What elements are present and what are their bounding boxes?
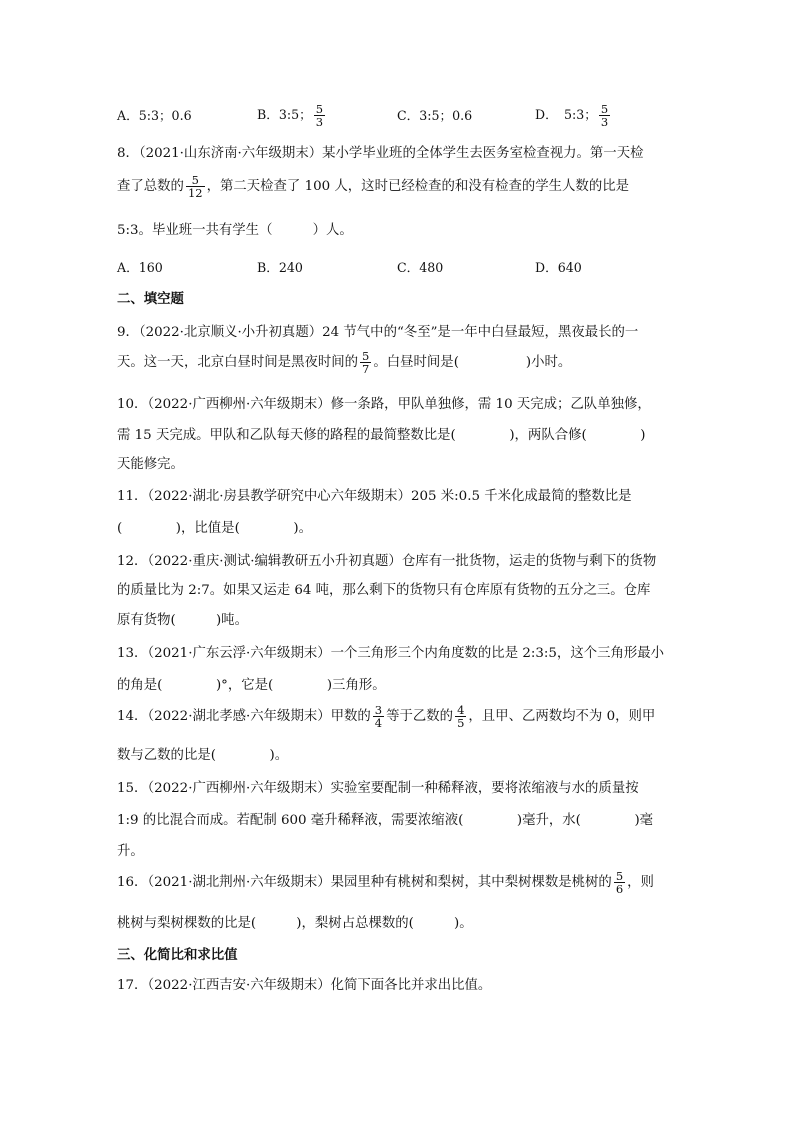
- fraction-numerator: 5: [615, 869, 624, 883]
- q7-option-b: [257, 103, 327, 128]
- text: ，且甲、乙两数均不为 0，则甲: [468, 709, 656, 725]
- option-label: B．3:5；: [257, 107, 312, 123]
- q13-line-2: 的角是( )°，它是( )三角形。: [117, 678, 386, 693]
- text: ，则: [627, 875, 654, 891]
- text: 14．（2022·湖北孝感·六年级期末）甲数的: [117, 709, 371, 725]
- fraction-numerator: 5: [362, 349, 370, 363]
- section-title-fill-in: 二、填空题: [117, 292, 184, 307]
- q8-option-b: B．240: [257, 260, 303, 275]
- q10-line-3: 天能修完。: [117, 457, 184, 472]
- q12-line-1: 12．（2022·重庆·测试·编辑教研五小升初真题）仓库有一批货物，运走的货物与剩下的货物: [117, 554, 657, 569]
- q15-line-2: 1:9 的比混合而成。若配制 600 毫升稀释液，需要浓缩液( )毫升，水( )毫: [117, 813, 654, 828]
- fraction: [314, 103, 325, 128]
- text: 查了总数的: [117, 179, 184, 195]
- q8-line-3: 5:3。毕业班一共有学生（ ）人。: [117, 223, 353, 238]
- q8-option-d: D．640: [535, 260, 582, 275]
- fraction: [360, 350, 371, 375]
- q16-line-1: [117, 870, 654, 895]
- section-title-simplify-ratio: 三、化简比和求比值: [117, 948, 238, 963]
- fraction-denominator: 7: [362, 362, 370, 377]
- fraction: [614, 870, 625, 895]
- q16-line-2: 桃树与梨树棵数的比是( )，梨树占总棵数的( )。: [117, 916, 473, 931]
- fraction: [373, 704, 384, 729]
- fraction-denominator: 12: [187, 186, 203, 201]
- fraction-denominator: 6: [615, 882, 624, 897]
- fraction-numerator: 4: [457, 703, 465, 717]
- q8-option-c: C．480: [397, 260, 444, 275]
- text: ，第二天检查了 100 人，这时已经检查的和没有检查的学生人数的比是: [206, 179, 629, 195]
- q9-line-1: 9．（2022·北京顺义·小升初真题）24 节气中的“冬至”是一年中白昼最短，黑夜最长的一: [117, 325, 639, 340]
- text: 天。这一天，北京白昼时间是黑夜时间的: [117, 355, 359, 371]
- fraction-numerator: 5: [600, 102, 609, 116]
- q14-line-1: [117, 704, 655, 729]
- q7-option-d: [535, 103, 612, 128]
- fraction-numerator: 5: [315, 102, 324, 116]
- q17-line-1: 17．（2022·江西吉安·六年级期末）化简下面各比并求出比值。: [117, 978, 492, 993]
- fraction-numerator: 3: [374, 703, 383, 717]
- fraction-denominator: 3: [600, 115, 609, 130]
- fraction-numerator: 5: [186, 174, 205, 187]
- q11-line-1: 11．（2022·湖北·房县教学研究中心六年级期末）205 米:0.5 千米化成最简的整数比是: [117, 489, 632, 504]
- fraction-denominator: 4: [374, 716, 383, 731]
- q9-line-2: [117, 350, 571, 375]
- fraction: [186, 174, 205, 199]
- q14-line-2: 数与乙数的比是( )。: [117, 748, 289, 763]
- q10-line-2: 需 15 天完成。甲队和乙队每天修的路程的最简整数比是( )，两队合修( ): [117, 428, 646, 443]
- q11-line-2: ( )，比值是( )。: [117, 521, 312, 536]
- q8-line-1: 8．（2021·山东济南·六年级期末）某小学毕业班的全体学生去医务室检查视力。第一天检: [117, 146, 644, 161]
- q7-option-c: [397, 110, 472, 123]
- fraction-denominator: 3: [315, 115, 324, 130]
- q8-option-a: A．160: [117, 260, 163, 275]
- option-label: D． 5:3；: [535, 107, 597, 123]
- q13-line-1: 13．（2021·广东云浮·六年级期末）一个三角形三个内角度数的比是 2:3:5，这个三角形最小: [117, 646, 665, 661]
- text: 16．（2021·湖北荆州·六年级期末）果园里种有桃树和梨树，其中梨树棵数是桃树的: [117, 875, 612, 891]
- option-label: A．5:3；0.6: [117, 108, 192, 123]
- fraction: [455, 704, 466, 729]
- q8-line-2: [117, 174, 629, 199]
- fraction: [599, 103, 610, 128]
- option-label: C．3:5；0.6: [397, 108, 473, 123]
- q12-line-3: 原有货物( )吨。: [117, 613, 248, 628]
- q15-line-1: 15．（2022·广西柳州·六年级期末）实验室要配制一种稀释液，要将浓缩液与水的质量按: [117, 781, 639, 796]
- q10-line-1: 10．（2022·广西柳州·六年级期末）修一条路，甲队单独修，需 10 天完成；乙队单独修，: [117, 397, 651, 412]
- q12-line-2: 的质量比为 2:7。如果又运走 64 吨，那么剩下的货物只有仓库原有货物的五分之三。仓库: [117, 583, 651, 598]
- q15-line-3: 升。: [117, 844, 144, 859]
- text: 。白昼时间是( )小时。: [373, 355, 572, 371]
- q7-option-a: [117, 110, 192, 123]
- fraction-denominator: 5: [457, 716, 465, 731]
- text: 等于乙数的: [386, 709, 454, 725]
